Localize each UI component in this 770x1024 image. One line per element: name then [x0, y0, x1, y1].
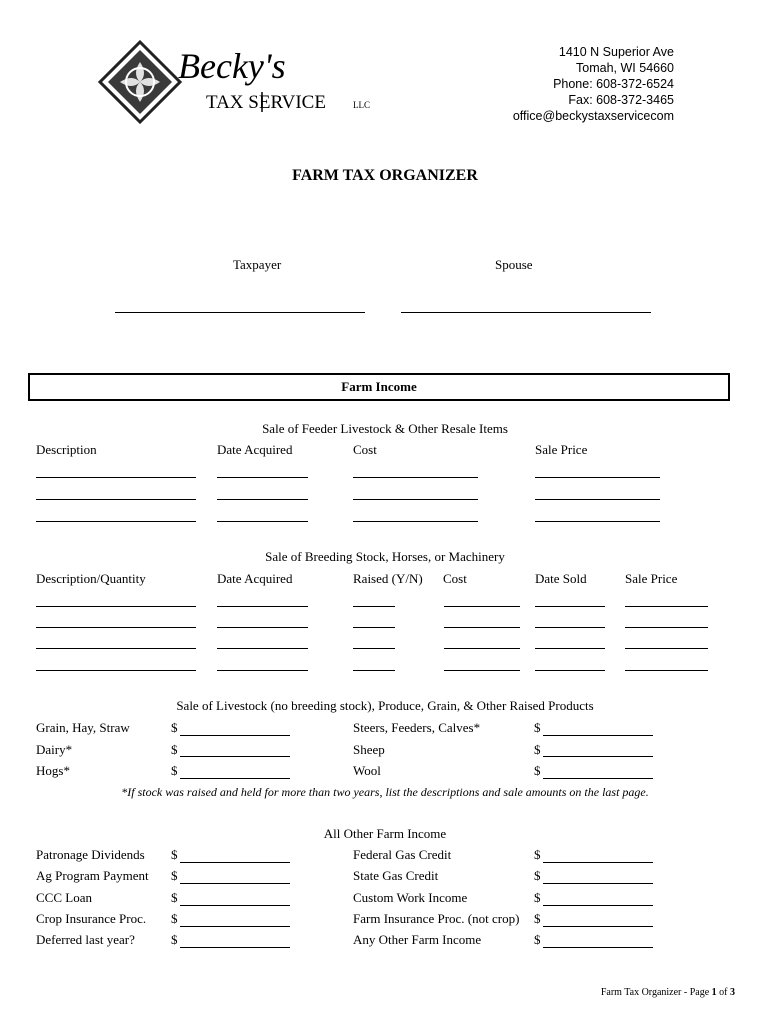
currency-symbol: $	[171, 720, 178, 735]
logo-suffix: LLC	[353, 100, 370, 110]
contact-address: 1410 N Superior Ave	[558, 45, 674, 59]
other-label-federal-gas: Federal Gas Credit	[353, 847, 452, 862]
other-label-custom-work: Custom Work Income	[353, 890, 468, 905]
currency-symbol: $	[171, 890, 178, 905]
feeder-row-3-date[interactable]	[217, 521, 308, 522]
contact-fax: Fax: 608-372-3465	[568, 93, 674, 107]
breeding-row-3-cost[interactable]	[444, 648, 520, 649]
other-income-heading: All Other Farm Income	[323, 826, 447, 841]
feeder-row-1-sale-price[interactable]	[535, 477, 660, 478]
spouse-label: Spouse	[495, 257, 533, 272]
taxpayer-name-field[interactable]	[115, 312, 365, 313]
other-label-patronage: Patronage Dividends	[36, 847, 145, 862]
currency-symbol: $	[534, 763, 541, 778]
state-gas-amount-field[interactable]	[543, 883, 653, 884]
currency-symbol: $	[171, 742, 178, 757]
breeding-row-3-sale-price[interactable]	[625, 648, 708, 649]
farm-insurance-amount-field[interactable]	[543, 926, 653, 927]
currency-symbol: $	[534, 847, 541, 862]
breeding-row-2-sale-price[interactable]	[625, 627, 708, 628]
wool-amount-field[interactable]	[543, 778, 653, 779]
custom-work-amount-field[interactable]	[543, 905, 653, 906]
breeding-row-3-date[interactable]	[217, 648, 308, 649]
farm-income-header: Farm Income	[28, 373, 730, 401]
raised-label-dairy: Dairy*	[36, 742, 73, 757]
breeding-row-2-raised[interactable]	[353, 627, 395, 628]
raised-label-sheep: Sheep	[353, 742, 385, 757]
feeder-col-cost: Cost	[353, 442, 377, 457]
raised-label-steers: Steers, Feeders, Calves*	[353, 720, 481, 735]
breeding-col-date-acquired: Date Acquired	[217, 571, 293, 586]
patronage-amount-field[interactable]	[180, 862, 290, 863]
breeding-heading: Sale of Breeding Stock, Horses, or Machinery	[265, 549, 505, 564]
raised-label-hogs: Hogs*	[36, 763, 70, 778]
breeding-row-4-sale-price[interactable]	[625, 670, 708, 671]
feeder-row-1-cost[interactable]	[353, 477, 478, 478]
currency-symbol: $	[171, 763, 178, 778]
breeding-row-3-raised[interactable]	[353, 648, 395, 649]
other-label-deferred: Deferred last year?	[36, 932, 135, 947]
breeding-col-sale-price: Sale Price	[625, 571, 678, 586]
raised-label-grain: Grain, Hay, Straw	[36, 720, 130, 735]
breeding-col-cost: Cost	[443, 571, 467, 586]
footer-total-pages: 3	[730, 987, 735, 998]
breeding-row-2-description[interactable]	[36, 627, 196, 628]
logo-name: Becky's	[178, 46, 286, 86]
hogs-amount-field[interactable]	[180, 778, 290, 779]
crop-insurance-amount-field[interactable]	[180, 926, 290, 927]
spouse-name-field[interactable]	[401, 312, 651, 313]
breeding-row-4-description[interactable]	[36, 670, 196, 671]
breeding-row-2-cost[interactable]	[444, 627, 520, 628]
currency-symbol: $	[534, 720, 541, 735]
other-label-ag-program: Ag Program Payment	[36, 868, 149, 883]
ag-program-amount-field[interactable]	[180, 883, 290, 884]
currency-symbol: $	[534, 911, 541, 926]
breeding-row-1-sale-price[interactable]	[625, 606, 708, 607]
logo-tagline: TAX SERVICE	[206, 92, 326, 113]
breeding-row-1-cost[interactable]	[444, 606, 520, 607]
breeding-row-2-date[interactable]	[217, 627, 308, 628]
feeder-row-1-description[interactable]	[36, 477, 196, 478]
currency-symbol: $	[171, 911, 178, 926]
footer-of: of	[716, 987, 730, 998]
feeder-row-2-description[interactable]	[36, 499, 196, 500]
feeder-heading: Sale of Feeder Livestock & Other Resale Items	[262, 421, 508, 436]
feeder-row-3-cost[interactable]	[353, 521, 478, 522]
breeding-col-date-sold: Date Sold	[535, 571, 587, 586]
feeder-row-3-description[interactable]	[36, 521, 196, 522]
footer-label: Farm Tax Organizer - Page	[600, 987, 712, 998]
any-other-amount-field[interactable]	[543, 947, 653, 948]
feeder-col-description: Description	[36, 442, 97, 457]
other-label-ccc-loan: CCC Loan	[36, 890, 92, 905]
feeder-row-3-sale-price[interactable]	[535, 521, 660, 522]
breeding-row-1-raised[interactable]	[353, 606, 395, 607]
feeder-row-2-cost[interactable]	[353, 499, 478, 500]
breeding-row-1-date[interactable]	[217, 606, 308, 607]
breeding-row-3-description[interactable]	[36, 648, 196, 649]
page-footer	[601, 987, 735, 998]
dairy-amount-field[interactable]	[180, 756, 290, 757]
raised-heading: Sale of Livestock (no breeding stock), Produce, Grain, & Other Raised Products	[176, 698, 594, 713]
contact-email: office@beckystaxservicecom	[512, 109, 674, 123]
breeding-col-raised: Raised (Y/N)	[353, 571, 423, 586]
contact-block	[513, 44, 674, 124]
footer-page-number: 1	[711, 987, 717, 998]
currency-symbol: $	[171, 868, 178, 883]
breeding-row-1-date-sold[interactable]	[535, 606, 605, 607]
breeding-row-2-date-sold[interactable]	[535, 627, 605, 628]
breeding-row-1-description[interactable]	[36, 606, 196, 607]
other-label-crop-insurance: Crop Insurance Proc.	[36, 911, 147, 926]
page-title: FARM TAX ORGANIZER	[292, 167, 478, 184]
taxpayer-label: Taxpayer	[233, 257, 282, 272]
steers-amount-field[interactable]	[543, 735, 653, 736]
federal-gas-amount-field[interactable]	[543, 862, 653, 863]
feeder-col-sale-price: Sale Price	[535, 442, 588, 457]
diamond-emblem-icon	[100, 42, 180, 122]
currency-symbol: $	[534, 742, 541, 757]
raised-footnote: *If stock was raised and held for more than two years, list the descriptions and sale amounts on the last page.	[121, 785, 649, 799]
ccc-loan-amount-field[interactable]	[180, 905, 290, 906]
feeder-row-2-date[interactable]	[217, 499, 308, 500]
breeding-row-4-date-sold[interactable]	[535, 670, 605, 671]
breeding-row-4-date[interactable]	[217, 670, 308, 671]
currency-symbol: $	[534, 890, 541, 905]
contact-phone: Phone: 608-372-6524	[553, 77, 674, 91]
feeder-col-date-acquired: Date Acquired	[217, 442, 293, 457]
other-label-any-other: Any Other Farm Income	[353, 932, 482, 947]
contact-city: Tomah, WI 54660	[576, 61, 674, 75]
grain-amount-field[interactable]	[180, 735, 290, 736]
deferred-amount-field[interactable]	[180, 947, 290, 948]
currency-symbol: $	[534, 932, 541, 947]
feeder-row-1-date[interactable]	[217, 477, 308, 478]
sheep-amount-field[interactable]	[543, 756, 653, 757]
currency-symbol: $	[171, 932, 178, 947]
currency-symbol: $	[171, 847, 178, 862]
breeding-row-4-cost[interactable]	[444, 670, 520, 671]
other-label-state-gas: State Gas Credit	[353, 868, 439, 883]
raised-label-wool: Wool	[353, 763, 381, 778]
beckys-tax-service-logo	[98, 40, 388, 124]
breeding-row-3-date-sold[interactable]	[535, 648, 605, 649]
other-label-farm-insurance: Farm Insurance Proc. (not crop)	[353, 911, 520, 926]
breeding-row-4-raised[interactable]	[353, 670, 395, 671]
feeder-row-2-sale-price[interactable]	[535, 499, 660, 500]
currency-symbol: $	[534, 868, 541, 883]
breeding-col-description: Description/Quantity	[36, 571, 146, 586]
